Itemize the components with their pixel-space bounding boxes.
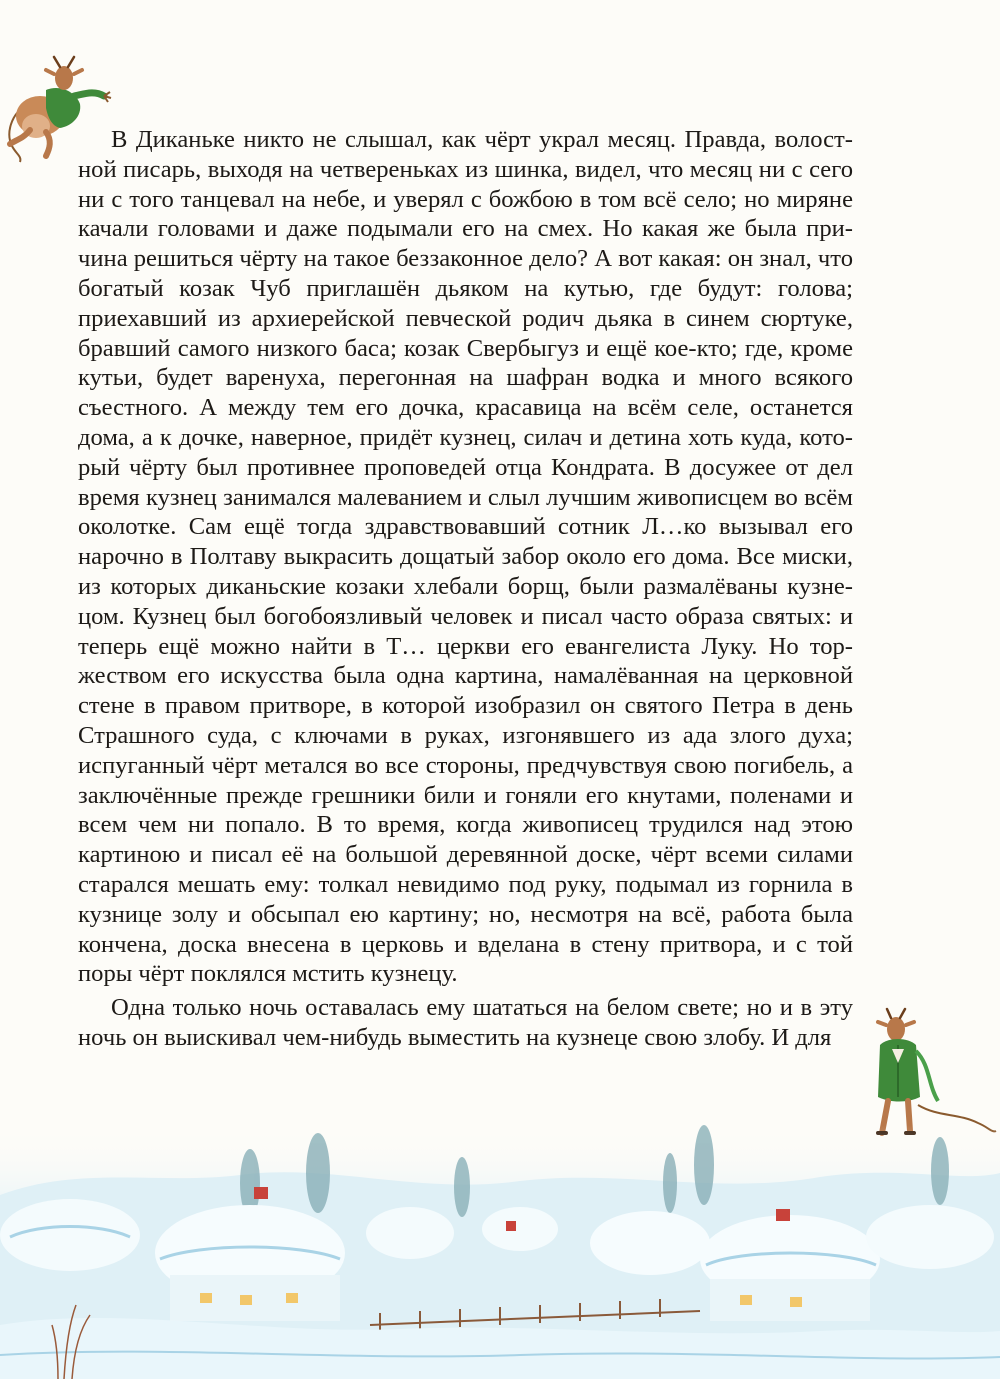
snowy-village-icon: [0, 1125, 1000, 1379]
paragraph-1: В Диканьке никто не слышал, как чёрт украл месяц. Правда, волостной писарь, выходя на четвереньках из шинка, видел, что месяц ни с сего ни с того танцевал на небе, и уверял с божбою в том всё село; но миряне качали головами и даже подымали его на смех. Но какая же была причина решиться чёрту на такое беззаконное дело? А вот какая: он знал, что богатый козак Чуб приглашён дьяком на кутью, где будут: голова; приехавший из архиерейской певческой родич дьяка в синем сюртуке, бравший самого низкого баса; козак Свербыгуз и ещё кое-кто; где, кроме кутьи, будет варенуха, перегонная на шафран водка и много всякого съестного. А между тем его дочка, красавица на всём селе, останется дома, а к дочке, наверное, придёт кузнец, силач и детина хоть куда, который чёрту был противнее проповедей отца Кондрата. В досужее от дел время кузнец занимался малеванием и слыл лучшим живописцем во всём околотке. Сам ещё тогда здравствовавший сотник Л…ко вызывал его нарочно в Полтаву выкрасить дощатый забор около его дома. Все миски, из которых диканьские козаки хлебали борщ, были размалёваны кузнецом. Кузнец был богобоязливый человек и писал часто образа святых: и теперь ещё можно найти в Т… церкви его евангелиста Луку. Но торжеством его искусства была одна картина, намалёванная на церковной стене в правом притворе, в которой изобразил он святого Петра в день Страшного суда, с ключами в руках, изгонявшего из ада злого духа; испуганный чёрт метался во все стороны, предчувствуя свою погибель, а заключённые прежде грешники били и гоняли его кнутами, поленами и всем чем ни попало. В то время, когда живописец трудился над этою картиною и писал её на большой деревянной доске, чёрт всеми силами старался мешать ему: толкал невидимо под руку, подымал из горнила в кузнице золу и обсыпал ею картину; но, несмотря на всё, работа была кончена, доска внесена в церковь и вделана в стену притвора, и с той поры чёрт поклялся мстить кузнецу.: [78, 126, 853, 988]
devil-standing-icon: [858, 1005, 1000, 1145]
story-text: [78, 125, 853, 1053]
paragraph-2: Одна только ночь оставалась ему шататься на белом свете; но и в эту ночь он выискивал чем-нибудь выместить на кузнеце свою злобу. И для: [78, 994, 853, 1051]
